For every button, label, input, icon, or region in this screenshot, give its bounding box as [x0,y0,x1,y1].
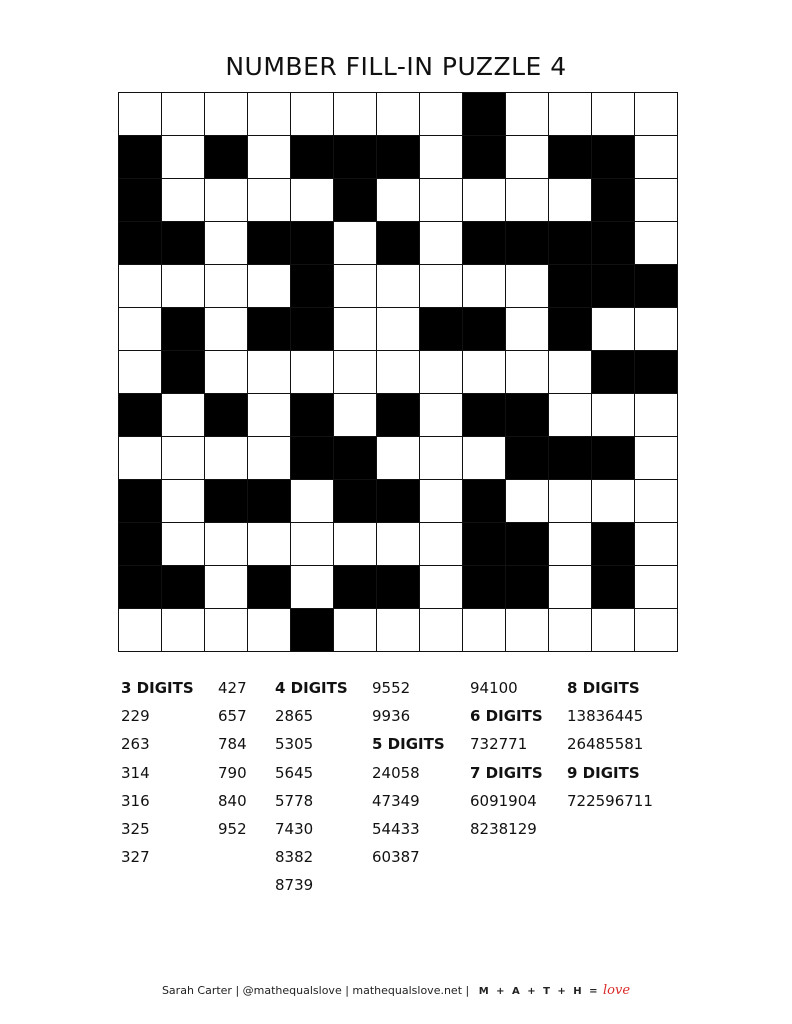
grid-cell-black [205,136,248,179]
number-entry: 47349 [372,791,420,810]
number-entry: 790 [218,763,247,782]
number-entry: 263 [121,735,150,754]
grid-cell-empty[interactable] [119,437,162,480]
grid-cell-empty[interactable] [463,179,506,222]
grid-cell-empty[interactable] [592,308,635,351]
grid-cell-empty[interactable] [334,222,377,265]
number-entry: 54433 [372,819,420,838]
grid-cell-empty[interactable] [205,351,248,394]
grid-cell-empty[interactable] [334,609,377,652]
grid-cell-empty[interactable] [420,179,463,222]
number-entry: 8382 [275,848,314,867]
grid-cell-empty[interactable] [549,523,592,566]
digits-heading: 7 DIGITS [470,763,543,782]
number-entry: 229 [121,707,150,726]
word-list-column-3 [275,678,348,904]
grid-cell-empty[interactable] [248,394,291,437]
grid-cell-empty[interactable] [506,265,549,308]
grid-cell-black [162,308,205,351]
number-entry: 9936 [372,707,411,726]
footer-credits: Sarah Carter | @mathequalslove | mathequalslove.net | [161,984,470,997]
grid-cell-empty[interactable] [291,179,334,222]
grid-cell-empty[interactable] [377,308,420,351]
grid-cell-empty[interactable] [549,480,592,523]
number-entry: 8238129 [470,819,537,838]
grid-cell-black [291,136,334,179]
grid-cell-black [377,566,420,609]
grid-cell-black [592,265,635,308]
word-list-column-6 [567,678,653,819]
number-entry: 6091904 [470,791,537,810]
number-entry: 952 [218,819,247,838]
digits-heading: 6 DIGITS [470,707,543,726]
grid-cell-empty[interactable] [506,136,549,179]
grid-cell-black [119,222,162,265]
grid-cell-black [119,179,162,222]
number-entry: 314 [121,763,150,782]
grid-cell-empty[interactable] [420,566,463,609]
grid-cell-empty[interactable] [334,394,377,437]
grid-cell-empty[interactable] [205,609,248,652]
grid-cell-empty[interactable] [205,308,248,351]
grid-cell-black [506,437,549,480]
grid-cell-empty[interactable] [248,136,291,179]
grid-cell-empty[interactable] [205,93,248,136]
number-entry: 2865 [275,707,314,726]
grid-cell-black [549,308,592,351]
grid-cell-empty[interactable] [205,265,248,308]
grid-cell-black [549,136,592,179]
grid-cell-empty[interactable] [463,437,506,480]
number-entry: 7430 [275,819,314,838]
number-entry: 9552 [372,679,411,697]
grid-cell-black [377,480,420,523]
grid-cell-black [334,480,377,523]
grid-cell-empty[interactable] [549,179,592,222]
grid-cell-empty[interactable] [377,93,420,136]
grid-cell-empty[interactable] [162,265,205,308]
grid-cell-empty[interactable] [506,480,549,523]
grid-cell-empty[interactable] [635,308,678,351]
grid-cell-black [205,394,248,437]
grid-cell-empty[interactable] [377,351,420,394]
grid-cell-black [549,265,592,308]
grid-cell-empty[interactable] [119,93,162,136]
number-entry: 94100 [470,679,518,697]
grid-cell-black [334,437,377,480]
digits-heading: 3 DIGITS [121,679,194,697]
grid-cell-empty[interactable] [162,480,205,523]
grid-cell-black [162,222,205,265]
grid-cell-empty[interactable] [162,93,205,136]
number-entry: 427 [218,679,247,697]
grid-cell-empty[interactable] [205,437,248,480]
grid-cell-black [162,566,205,609]
grid-cell-empty[interactable] [248,609,291,652]
grid-cell-empty[interactable] [506,308,549,351]
math-logo: M + A + T + H = [478,986,600,997]
grid-cell-empty[interactable] [334,308,377,351]
grid-cell-empty[interactable] [205,566,248,609]
grid-cell-empty[interactable] [334,93,377,136]
grid-cell-black [592,437,635,480]
grid-cell-black [463,394,506,437]
grid-cell-black [334,136,377,179]
grid-cell-empty[interactable] [506,93,549,136]
number-entry: 5305 [275,735,314,754]
grid-cell-empty[interactable] [463,265,506,308]
grid-cell-black [592,351,635,394]
footer [0,983,792,998]
grid-cell-black [506,566,549,609]
grid-cell-empty[interactable] [162,394,205,437]
grid-cell-black [334,566,377,609]
grid-cell-empty[interactable] [248,523,291,566]
grid-cell-empty[interactable] [420,265,463,308]
grid-cell-empty[interactable] [592,394,635,437]
grid-cell-empty[interactable] [592,609,635,652]
grid-cell-empty[interactable] [420,136,463,179]
grid-cell-black [162,351,205,394]
grid-cell-empty[interactable] [162,609,205,652]
grid-cell-empty[interactable] [291,523,334,566]
grid-cell-empty[interactable] [377,265,420,308]
grid-cell-empty[interactable] [248,265,291,308]
grid-cell-empty[interactable] [635,437,678,480]
grid-cell-empty[interactable] [248,437,291,480]
grid-cell-empty[interactable] [420,222,463,265]
number-entry: 327 [121,848,150,867]
grid-cell-empty[interactable] [463,609,506,652]
grid-cell-empty[interactable] [592,480,635,523]
grid-cell-empty[interactable] [162,136,205,179]
grid-cell-empty[interactable] [635,222,678,265]
grid-cell-black [463,480,506,523]
grid-cell-empty[interactable] [291,480,334,523]
grid-cell-empty[interactable] [248,93,291,136]
puzzle-grid [118,92,678,652]
grid-cell-empty[interactable] [420,351,463,394]
grid-cell-black [635,351,678,394]
grid-cell-empty[interactable] [119,265,162,308]
grid-cell-empty[interactable] [248,351,291,394]
grid-cell-black [549,222,592,265]
grid-cell-empty[interactable] [549,93,592,136]
grid-cell-empty[interactable] [549,351,592,394]
grid-cell-empty[interactable] [205,523,248,566]
grid-cell-empty[interactable] [420,394,463,437]
grid-cell-black [463,136,506,179]
grid-cell-black [463,93,506,136]
grid-cell-empty[interactable] [635,566,678,609]
number-entry: 784 [218,735,247,754]
number-entry: 316 [121,791,150,810]
grid-cell-empty[interactable] [592,93,635,136]
grid-cell-empty[interactable] [119,609,162,652]
grid-cell-black [334,179,377,222]
grid-cell-empty[interactable] [205,222,248,265]
grid-cell-empty[interactable] [463,351,506,394]
grid-cell-black [377,394,420,437]
grid-cell-black [592,566,635,609]
grid-cell-empty[interactable] [506,351,549,394]
number-entry: 840 [218,791,247,810]
grid-cell-black [291,609,334,652]
grid-cell-empty[interactable] [162,523,205,566]
grid-cell-empty[interactable] [635,394,678,437]
number-entry: 26485581 [567,735,644,754]
word-list-column-1 [121,678,194,875]
grid-cell-empty[interactable] [635,480,678,523]
grid-cell-empty[interactable] [162,179,205,222]
grid-cell-black [420,308,463,351]
grid-cell-empty[interactable] [377,179,420,222]
grid-cell-black [592,179,635,222]
grid-cell-black [291,222,334,265]
grid-cell-black [291,308,334,351]
grid-cell-black [463,222,506,265]
grid-cell-empty[interactable] [119,308,162,351]
number-entry: 722596711 [567,791,653,810]
number-entry: 8739 [275,876,314,895]
grid-cell-black [463,523,506,566]
grid-cell-empty[interactable] [377,609,420,652]
grid-cell-empty[interactable] [549,566,592,609]
grid-cell-empty[interactable] [334,523,377,566]
grid-cell-empty[interactable] [549,394,592,437]
grid-cell-black [248,308,291,351]
grid-cell-black [205,480,248,523]
grid-cell-empty[interactable] [506,179,549,222]
grid-cell-empty[interactable] [291,93,334,136]
grid-cell-empty[interactable] [635,179,678,222]
digits-heading: 9 DIGITS [567,763,640,782]
grid-cell-black [463,566,506,609]
number-entry: 5778 [275,791,314,810]
grid-cell-black [592,222,635,265]
grid-cell-empty[interactable] [506,609,549,652]
grid-cell-black [291,265,334,308]
math-logo-love: love [603,983,631,998]
grid-cell-black [506,222,549,265]
grid-cell-empty[interactable] [420,93,463,136]
grid-cell-black [549,437,592,480]
grid-cell-empty[interactable] [420,523,463,566]
grid-cell-empty[interactable] [420,609,463,652]
word-list-column-5 [470,678,543,847]
number-entry: 13836445 [567,707,644,726]
grid-cell-black [119,136,162,179]
grid-cell-empty[interactable] [334,351,377,394]
grid-cell-empty[interactable] [635,523,678,566]
grid-cell-empty[interactable] [420,437,463,480]
grid-cell-black [119,566,162,609]
grid-cell-empty[interactable] [162,437,205,480]
grid-cell-black [119,523,162,566]
page-title: NUMBER FILL-IN PUZZLE 4 [225,52,567,81]
grid-cell-empty[interactable] [205,179,248,222]
grid-cell-empty[interactable] [119,351,162,394]
digits-heading: 5 DIGITS [372,735,445,754]
grid-cell-empty[interactable] [420,480,463,523]
grid-cell-black [377,222,420,265]
grid-cell-black [291,394,334,437]
digits-heading: 8 DIGITS [567,679,640,697]
grid-cell-black [248,480,291,523]
grid-cell-empty[interactable] [377,523,420,566]
grid-cell-black [119,394,162,437]
grid-cell-black [506,523,549,566]
grid-cell-black [377,136,420,179]
digits-heading: 4 DIGITS [275,679,348,697]
word-list-column-2 [218,678,247,847]
grid-cell-empty[interactable] [635,93,678,136]
grid-cell-black [506,394,549,437]
number-entry: 325 [121,819,150,838]
grid-cell-black [592,136,635,179]
number-entry: 657 [218,707,247,726]
grid-cell-empty[interactable] [549,609,592,652]
word-list-column-4 [372,678,445,875]
grid-cell-black [635,265,678,308]
grid-cell-empty[interactable] [377,437,420,480]
grid-cell-empty[interactable] [635,609,678,652]
grid-cell-black [248,222,291,265]
grid-cell-black [119,480,162,523]
grid-cell-empty[interactable] [635,136,678,179]
grid-cell-empty[interactable] [248,179,291,222]
grid-cell-empty[interactable] [291,566,334,609]
grid-cell-black [291,437,334,480]
number-entry: 5645 [275,763,314,782]
grid-cell-black [463,308,506,351]
grid-cell-black [248,566,291,609]
grid-cell-empty[interactable] [291,351,334,394]
grid-cell-black [592,523,635,566]
grid-cell-empty[interactable] [334,265,377,308]
number-entry: 732771 [470,735,528,754]
number-entry: 60387 [372,848,420,867]
number-entry: 24058 [372,763,420,782]
